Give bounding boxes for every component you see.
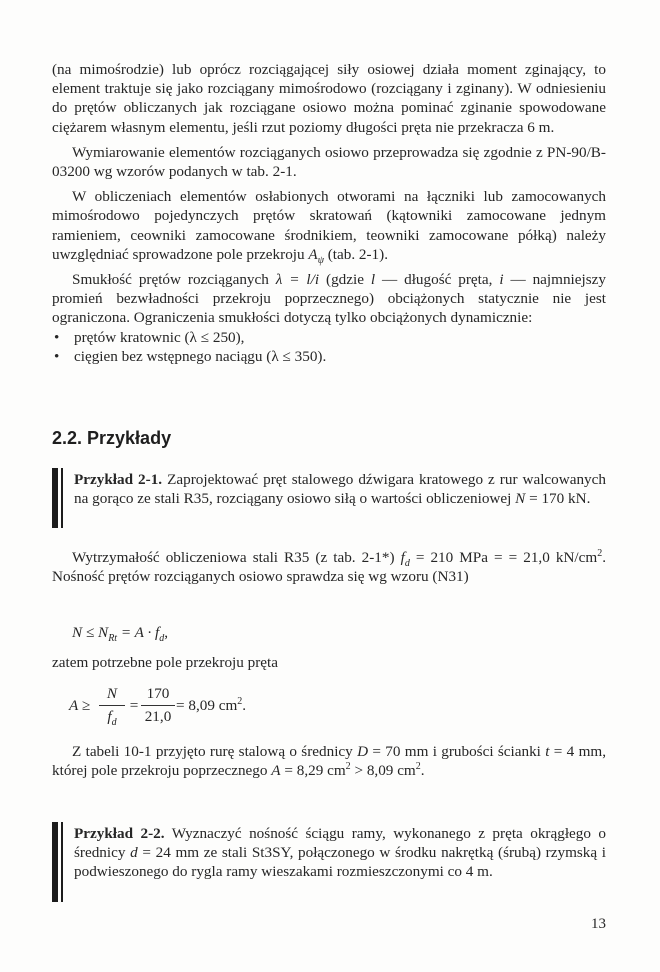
- example-1-marker-line: [61, 468, 63, 528]
- paragraph-1: (na mimośrodzie) lub oprócz rozciągającej siły osiowej działa moment zginający, to element traktuje się jako rozciągany mimośrodowo (rozciągany i zginany). W odniesieniu do prętów obliczanych jak rozciągane osiowo można pominać zginanie spowodowane ciężarem własnym elementu, jeśli rzut poziomy długości pręta nie przekracza 6 m.: [52, 61, 606, 136]
- fraction-bar: [141, 705, 175, 706]
- example-2-label: Przykład 2-2.: [74, 825, 165, 842]
- slenderness-list: [52, 328, 606, 366]
- body-text-top: [52, 60, 606, 366]
- example-2-marker-bar: [52, 822, 58, 902]
- paragraph-5: Wytrzymałość obliczeniowa stali R35 (z tab. 2-1*) $f_d = 210$ MPa = = 21,0 $kN/cm^2$. Nośność prętów rozciąganych osiowo sprawdza się wg wzoru (N31): [52, 547, 606, 586]
- document-page: (na mimośrodzie) lub oprócz rozciągającej siły osiowej działa moment zginający, to element traktuje się jako rozciągany mimośrodowo (rozciągany i zginany). W odniesieniu do prętów obliczanych jak rozciągane osiowo można pominać zginanie spowodowane ciężarem własnym elementu, jeśli rzut poziomy długości pręta nie przekracza 6 m. Wymiarowanie elementów rozciąganych osiowo przeprowadza się zgodnie z PN-90/B-03200 wg wzorów podanych w tab. 2-1. W obliczeniach elementów osłabionych otworami na łączniki lub zamocowanych mimośrodowo pojedynczych prętów skratowań (kątowniki zamocowane jednym ramieniem, ceowniki zamocowane środnikiem, teowniki zamocowane półką) należy uwzględniać sprowadzone pole przekroju $A_\psi$ (tab. 2-1). Smukłość prętów rozciąganych λ = l/i (gdzie l — długość pręta, i — najmniejszy promień bezwładności przekroju poprzecznego) obciążonych statycznie nie jest ograniczona. Ograniczenia smukłości dotyczą tylko obciążonych dynamicznie: • prętów kratownic (λ ≤ 250), • cięgien bez wstępnego naciągu (λ ≤ 350). 2.2. Przykłady Przykład 2-1. Zaprojektować pręt stalowego dźwigara kratowego z rur walcowanych na gorąco ze stali R35, rozciągany osiowo siłą o wartości obliczeniowej N = 170 kN. Wytrzymałość obliczeniowa stali R35 (z tab. 2-1*) $f_d = 210$ MPa = = 21,0 $kN/cm^2$. Nośność prętów rozciąganych osiowo sprawdza się wg wzoru (N31) $N \le N_{Rt} = A \cdot f_d$, zatem potrzebne pole przekroju pręta A ≥ N $f_d$ = 170 21,0 = 8,09 $cm^2$. Z tabeli 10-1 przyjęto rurę stalową o średnicy D = 70 mm i grubości ścianki t = 4 mm, której pole przekroju poprzecznego A = 8,29 $cm^2 > 8,09$ $cm^2$. Przykład 2-2. Wyznaczyć nośność ściągu ramy, wykonanego z pręta okrągłego o średnicy d = 24 mm ze stali St3SY, połączonego w środku nakrętką (śrubą) rzymską i podwieszonego do rygla ramy wieszakami rozmieszczonymi co 4 m. 13: [0, 0, 660, 972]
- paragraph-6: zatem potrzebne pole przekroju pręta: [52, 654, 279, 671]
- list-item: • cięgien bez wstępnego naciągu (λ ≤ 350).: [52, 347, 606, 366]
- example-1-solution: [52, 548, 606, 586]
- example-1-label: Przykład 2-1.: [74, 471, 163, 488]
- list-item: • prętów kratownic (λ ≤ 250),: [52, 328, 606, 347]
- fraction-bar: [99, 705, 125, 706]
- paragraph-3: W obliczeniach elementów osłabionych otworami na łączniki lub zamocowanych mimośrodowo pojedynczych prętów skratowań (kątowniki zamocowane jednym ramieniem, ceowniki zamocowane środnikiem, teowniki zamocowane półką) należy uwzględniać sprowadzone pole przekroju $A_\psi$ (tab. 2-1).: [52, 188, 606, 266]
- example-2: Przykład 2-2. Wyznaczyć nośność ściągu ramy, wykonanego z pręta okrągłego o średnicy d = 24 mm ze stali St3SY, połączonego w środku nakrętką (śrubą) rzymską i podwieszonego do rygla ramy wieszakami rozmieszczonymi co 4 m.: [74, 825, 607, 881]
- paragraph-7: Z tabeli 10-1 przyjęto rurę stalową o średnicy D = 70 mm i grubości ścianki t = 4 mm, której pole przekroju poprzecznego A = 8,29 $cm^2 > 8,09$ $cm^2$.: [52, 743, 606, 780]
- paragraph-4: Smukłość prętów rozciąganych λ = l/i (gdzie l — długość pręta, i — najmniejszy promień bezwładności przekroju poprzecznego) obciążonych statycznie nie jest ograniczona. Ograniczenia smukłości dotyczą tylko obciążonych dynamicznie:: [52, 271, 606, 327]
- page-number: 13: [591, 916, 606, 932]
- paragraph-2: Wymiarowanie elementów rozciąganych osiowo przeprowadza się zgodnie z PN-90/B-03200 wg wzorów podanych w tab. 2-1.: [52, 143, 606, 181]
- example-1-marker-bar: [52, 468, 58, 528]
- example-1: Przykład 2-1. Zaprojektować pręt stalowego dźwigara kratowego z rur walcowanych na gorąco ze stali R35, rozciągany osiowo siłą o wartości obliczeniowej N = 170 kN.: [74, 471, 606, 508]
- example-2-marker-line: [61, 822, 63, 902]
- section-heading: 2.2. Przykłady: [52, 428, 172, 448]
- formula-capacity: $N \le N_{Rt} = A \cdot f_d$,: [72, 624, 169, 645]
